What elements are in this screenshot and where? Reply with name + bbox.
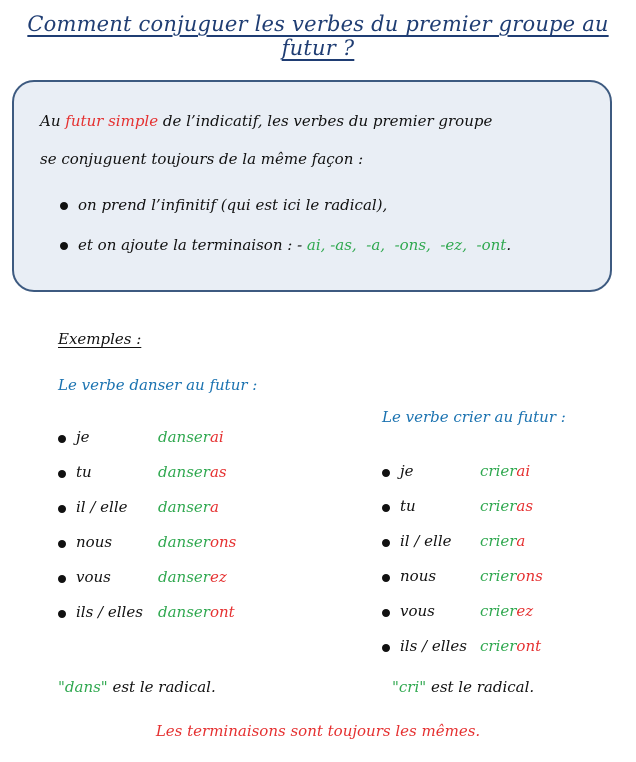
ending: -ont — [476, 236, 507, 254]
conjugated-verb — [480, 637, 541, 655]
conjugated-verb — [158, 463, 227, 481]
verb-stem: crier — [480, 497, 517, 515]
verb-ending: ez — [516, 602, 534, 620]
conjugated-verb — [480, 567, 543, 585]
bullet-icon — [382, 644, 390, 652]
pronoun: ils / elles — [400, 637, 467, 655]
verb-ending: ai — [209, 428, 224, 446]
ending: ai, — [306, 236, 326, 254]
verb-ending: ont — [209, 603, 235, 621]
bullet-icon — [382, 469, 390, 477]
ending: -as, — [330, 236, 357, 254]
pronoun: je — [400, 462, 414, 480]
bullet-icon — [58, 470, 66, 478]
verb-stem: danser — [158, 533, 210, 551]
pronoun: tu — [400, 497, 416, 515]
bullet-icon — [58, 505, 66, 513]
verb-ending: ons — [209, 533, 237, 551]
pronoun: vous — [76, 568, 111, 586]
verb-stem: crier — [480, 567, 517, 585]
page-title: Comment conjuguer les verbes du premier groupe au futur ? — [27, 12, 609, 60]
rule-line-1: Au futur simple de l’indicatif, les verbes du premier groupe — [40, 112, 493, 130]
bullet-icon — [58, 575, 66, 583]
futur-simple-term: futur simple — [65, 112, 159, 130]
pronoun: nous — [400, 567, 437, 585]
bullet-icon — [58, 540, 66, 548]
bullet-icon — [60, 202, 68, 210]
rule-bullet-1: on prend l’infinitif (qui est ici le radical), — [78, 196, 388, 214]
conjugated-verb — [480, 497, 533, 515]
verb-stem: danser — [158, 463, 210, 481]
conjugated-verb — [480, 532, 525, 550]
bullet-icon — [382, 609, 390, 617]
bullet-icon — [58, 435, 66, 443]
rule-line-2: se conjuguent toujours de la même façon : — [40, 150, 364, 168]
ending: -ons, — [394, 236, 431, 254]
ending: -a, — [366, 236, 386, 254]
bullet-icon — [382, 504, 390, 512]
verb-ending: ez — [209, 568, 227, 586]
verb-ending: as — [516, 497, 534, 515]
verb-stem: crier — [480, 532, 517, 550]
verb-ending: a — [209, 498, 219, 516]
verb-ending: ont — [516, 637, 542, 655]
verb-stem: crier — [480, 462, 517, 480]
verb-stem: danser — [158, 603, 210, 621]
pronoun: ils / elles — [76, 603, 143, 621]
verb-ending: a — [516, 532, 526, 550]
conjugated-verb — [158, 568, 227, 586]
pronoun: il / elle — [76, 498, 128, 516]
bullet-icon — [382, 539, 390, 547]
examples-label: Exemples : — [58, 330, 142, 348]
verb-stem: danser — [158, 498, 210, 516]
verb-ending: ons — [516, 567, 543, 585]
ending: -ez, — [440, 236, 467, 254]
verb-ending: ai — [516, 462, 531, 480]
pronoun: il / elle — [400, 532, 452, 550]
conjugated-verb — [158, 498, 219, 516]
danser-radical-note: "dans" est le radical. — [58, 678, 216, 696]
bullet-icon — [58, 610, 66, 618]
conjugated-verb — [158, 533, 236, 551]
pronoun: tu — [76, 463, 92, 481]
crier-radical-note: "cri" est le radical. — [392, 678, 535, 696]
conjugated-verb — [480, 462, 530, 480]
rule-bullet-2: et on ajoute la terminaison : - ai, -as, -a, -ons, -ez, -ont. — [78, 236, 512, 254]
danser-heading: Le verbe danser au futur : — [58, 376, 258, 394]
bullet-icon — [60, 242, 68, 250]
bullet-icon — [382, 574, 390, 582]
crier-heading: Le verbe crier au futur : — [382, 408, 566, 426]
rule-box — [12, 80, 612, 292]
verb-stem: crier — [480, 602, 517, 620]
pronoun: vous — [400, 602, 435, 620]
verb-stem: danser — [158, 428, 210, 446]
pronoun: je — [76, 428, 90, 446]
verb-ending: as — [209, 463, 227, 481]
footer-note: Les terminaisons sont toujours les mêmes. — [155, 722, 481, 740]
verb-stem: danser — [158, 568, 210, 586]
verb-stem: crier — [480, 637, 517, 655]
pronoun: nous — [76, 533, 113, 551]
conjugated-verb — [158, 603, 235, 621]
conjugated-verb — [158, 428, 224, 446]
conjugated-verb — [480, 602, 533, 620]
